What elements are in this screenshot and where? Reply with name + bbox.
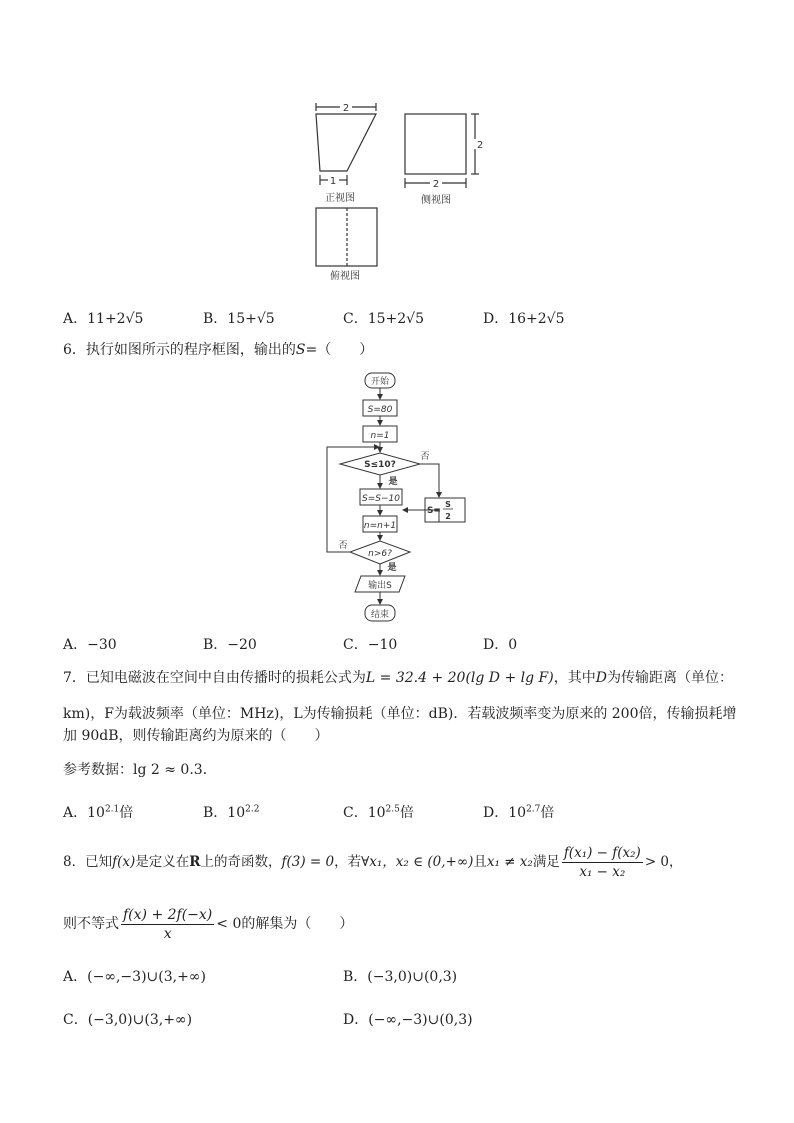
- option-letter: C．: [343, 311, 368, 327]
- flow-yes-label: 是: [388, 477, 398, 487]
- front-dim-top: 2: [342, 103, 350, 114]
- flow-inc-text: n=n+1: [363, 521, 397, 531]
- option-letter: D．: [483, 311, 509, 327]
- q6-stem: 6．执行如图所示的程序框图，输出的S=（ ）: [63, 342, 374, 358]
- flow-half-left: S=: [426, 506, 441, 516]
- front-view-label: 正视图: [325, 193, 355, 204]
- q8-option-c: C．(−3,0)∪(3,+∞): [63, 1012, 193, 1028]
- flow-sub-text: S=S−10: [362, 494, 400, 504]
- option-letter: B．: [203, 311, 228, 327]
- side-view-label: 侧视图: [421, 195, 451, 206]
- flow-end-text: 结束: [370, 610, 390, 620]
- q5-option-c: [343, 308, 424, 328]
- q6-option-a: A．−30: [63, 637, 117, 653]
- flow-no-label: 否: [420, 452, 430, 462]
- flow-half-num: S: [445, 500, 451, 509]
- side-dim-right: 2: [476, 140, 484, 151]
- q8-line2: 则不等式 $\frac{f(x) + 2f(-x)}{x}$ < 0的解集为（ ）: [63, 906, 354, 942]
- option-letter: A．: [63, 311, 88, 327]
- q7-line3: 加 90dB，则传输距离约为原来的（ ）: [63, 728, 329, 744]
- flow-cond1-text: S≤10?: [364, 460, 396, 470]
- side-dim-bottom: 2: [432, 179, 440, 190]
- q6-option-b: B．−20: [203, 637, 257, 653]
- three-view-figure: [300, 95, 500, 285]
- flow-n-init-text: n=1: [370, 431, 390, 441]
- flow-yes2-label: 是: [387, 563, 397, 573]
- q7-reference: 参考数据：lg 2 ≈ 0.3．: [63, 762, 217, 778]
- q8-option-b: B．(−3,0)∪(0,3): [343, 969, 458, 985]
- side-view: [405, 114, 479, 188]
- q5-option-b: [203, 308, 275, 328]
- option-value: 11+2√5: [87, 311, 144, 327]
- flowchart: [315, 368, 485, 630]
- front-view: [316, 103, 376, 185]
- q8-inequality-fraction: $\frac{f(x) + 2f(-x)}{x}$: [123, 906, 213, 942]
- flow-start-text: 开始: [370, 377, 390, 387]
- q5-option-a: [63, 308, 143, 328]
- q8-option-d: D．(−∞,−3)∪(0,3): [343, 1012, 473, 1028]
- q8-condition-fraction: $\frac{\text{f(x₁) − f(x₂)}}{\text{x₁ − x₂}}$: [563, 845, 641, 880]
- option-value: 15+2√5: [367, 311, 424, 327]
- flow-no2-label: 否: [338, 541, 348, 551]
- q7-option-c: C．$10^{2.5}$倍: [343, 804, 414, 821]
- q8-line1: 8．已知f(x)是定义在R上的奇函数，f(3) = 0，若∀x₁，x₂ ∈ (0,+∞)且x₁ ≠ x₂满足 $\frac{\text{f(x₁) − f(x₂)}}{\text{x₁ − x₂}}$ > 0，: [63, 845, 683, 880]
- q5-option-d: [483, 308, 565, 328]
- q6-option-d: D．0: [483, 637, 518, 653]
- option-value: 15+√5: [227, 311, 275, 327]
- flow-cond2-text: n>6?: [368, 549, 392, 559]
- q7-option-a: A．$10^{2.1}$倍: [63, 804, 134, 821]
- q6-option-c: C．−10: [343, 637, 398, 653]
- q8-option-a: A．(−∞,−3)∪(3,+∞): [63, 969, 206, 985]
- q7-line2: km)，F为载波频率（单位：MHz)，L为传输损耗（单位：dB)．若载波频率变为原来的 200倍，传输损耗增: [63, 706, 737, 722]
- q7-option-d: D．$10^{2.7}$倍: [483, 804, 555, 821]
- top-view-label: 俯视图: [330, 271, 360, 282]
- q7-line1: 7．已知电磁波在空间中自由传播时的损耗公式为L = 32.4 + 20(lg D + lg F)，其中D为传输距离（单位：: [63, 670, 733, 686]
- top-view: [316, 208, 377, 266]
- flow-s-init-text: S=80: [367, 405, 393, 415]
- q7-option-b: B．$10^{2.2}$: [203, 804, 260, 821]
- flow-half-den: 2: [445, 512, 451, 521]
- front-dim-bottom: 1: [329, 176, 337, 187]
- option-value: 16+2√5: [508, 311, 565, 327]
- flow-output-text: 输出S: [368, 581, 392, 591]
